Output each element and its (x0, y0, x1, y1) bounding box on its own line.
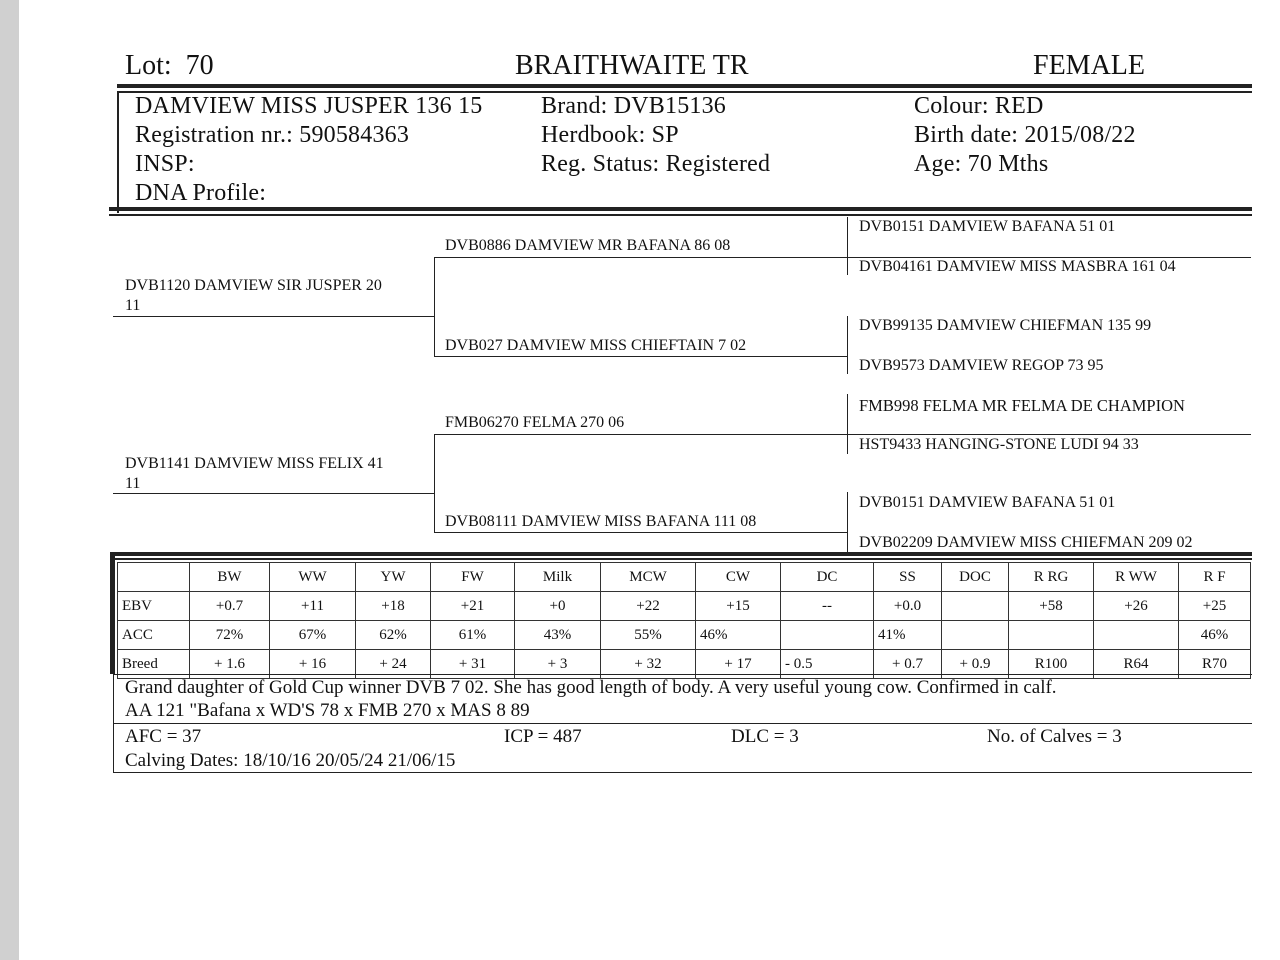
table-cell: 62% (356, 621, 431, 650)
ggp-bracket-2 (847, 316, 848, 374)
ggp-bracket-3 (847, 394, 848, 454)
ebv-left-border (110, 552, 115, 674)
registration-status: Reg. Status: Registered (541, 151, 771, 177)
table-cell: +58 (1009, 592, 1094, 621)
dna-profile-label: DNA Profile: (135, 180, 267, 206)
pedigree-ggp: FMB998 FELMA MR FELMA DE CHAMPION (859, 396, 1185, 415)
table-cell (942, 621, 1009, 650)
sire-line (113, 316, 435, 317)
dam-dam-line (434, 532, 848, 533)
pedigree-ggp: HST9433 HANGING-STONE LUDI 94 33 (859, 436, 1139, 453)
table-cell: +18 (356, 592, 431, 621)
table-cell: + 0.7 (874, 650, 942, 679)
table-cell: 72% (190, 621, 270, 650)
pedigree-dam-dam: DVB08111 DAMVIEW MISS BAFANA 111 08 (445, 513, 757, 530)
pedigree-ggp: DVB0151 DAMVIEW BAFANA 51 01 (859, 218, 1116, 235)
sire-dam-line (434, 356, 848, 357)
pedigree-ggp: DVB99135 DAMVIEW CHIEFMAN 135 99 (859, 317, 1152, 334)
table-cell: 41% (874, 621, 942, 650)
table-cell: R64 (1094, 650, 1179, 679)
pedigree-ggp: DVB9573 DAMVIEW REGOP 73 95 (859, 357, 1104, 374)
dam-bracket (434, 434, 435, 533)
dam-sire-line (434, 434, 848, 435)
lot-label: Lot: 70 (125, 50, 214, 81)
calving-top-rule (113, 723, 1252, 724)
header-rule-thick (117, 84, 1252, 88)
details-rule-thin (109, 214, 1252, 216)
header-cell: DOC (942, 563, 1009, 592)
table-cell: +21 (431, 592, 515, 621)
header-cell: CW (696, 563, 781, 592)
table-cell: + 16 (270, 650, 356, 679)
table-cell: +11 (270, 592, 356, 621)
details-rule-thick (109, 207, 1252, 211)
table-cell (1094, 621, 1179, 650)
header-cell: FW (431, 563, 515, 592)
table-cell (1009, 621, 1094, 650)
sire-bracket (434, 257, 435, 356)
comment-line-2: AA 121 "Bafana x WD'S 78 x FMB 270 x MAS 8 89 (125, 700, 530, 721)
table-cell: R100 (1009, 650, 1094, 679)
pedigree-sire: DVB1120 DAMVIEW SIR JUSPER 20 (125, 277, 382, 294)
header-cell: R F (1179, 563, 1251, 592)
table-cell: 55% (601, 621, 696, 650)
table-cell: +25 (1179, 592, 1251, 621)
registration-number: Registration nr.: 590584363 (135, 122, 410, 148)
table-cell: 61% (431, 621, 515, 650)
animal-name: DAMVIEW MISS JUSPER 136 15 (135, 93, 483, 119)
dlc-value: DLC = 3 (731, 726, 799, 747)
pedigree-sire-sire: DVB0886 DAMVIEW MR BAFANA 86 08 (445, 237, 731, 254)
colour: Colour: RED (914, 93, 1044, 119)
header-cell: Milk (515, 563, 601, 592)
sire-sire-line (434, 257, 848, 258)
calving-dates: Calving Dates: 18/10/16 20/05/24 21/06/15 (125, 750, 456, 771)
table-cell: + 0.9 (942, 650, 1009, 679)
header-cell: YW (356, 563, 431, 592)
pedigree-sire-dam: DVB027 DAMVIEW MISS CHIEFTAIN 7 02 (445, 337, 747, 354)
calving-bottom-rule (113, 772, 1252, 773)
comment-line-1: Grand daughter of Gold Cup winner DVB 7 02. She has good length of body. A very useful young cow. Confirmed in calf. (125, 677, 1057, 698)
ggp-bracket-1 (847, 217, 848, 275)
pedigree-ggp: DVB0151 DAMVIEW BAFANA 51 01 (859, 494, 1116, 511)
header-cell: R RG (1009, 563, 1094, 592)
table-cell: +0 (515, 592, 601, 621)
row-label: ACC (118, 621, 190, 650)
ebv-top-rule-thick (110, 552, 1252, 556)
comments-top-rule (113, 674, 1252, 675)
table-cell: 43% (515, 621, 601, 650)
table-cell: +22 (601, 592, 696, 621)
table-cell: +26 (1094, 592, 1179, 621)
table-cell: + 24 (356, 650, 431, 679)
birth-date: Birth date: 2015/08/22 (914, 122, 1136, 148)
table-cell: 46% (696, 621, 781, 650)
ebv-row (118, 592, 1251, 621)
table-cell: 46% (1179, 621, 1251, 650)
header-cell: WW (270, 563, 356, 592)
table-cell: 67% (270, 621, 356, 650)
ebv-header-row (118, 563, 1251, 592)
ggp-bracket-4 (847, 492, 848, 552)
table-cell: +0.7 (190, 592, 270, 621)
pedigree-ggp: DVB02209 DAMVIEW MISS CHIEFMAN 209 02 (859, 534, 1193, 551)
table-cell: + 17 (696, 650, 781, 679)
header-cell: DC (781, 563, 874, 592)
pedigree-ggp: DVB04161 DAMVIEW MISS MASBRA 161 04 (859, 258, 1176, 275)
calves-count: No. of Calves = 3 (987, 726, 1122, 747)
table-cell: + 1.6 (190, 650, 270, 679)
header-cell: SS (874, 563, 942, 592)
insp-label: INSP: (135, 151, 195, 177)
animal-sex: FEMALE (1033, 50, 1145, 81)
ggp-divider-2 (847, 434, 1251, 435)
table-cell: - 0.5 (781, 650, 874, 679)
brand: Brand: DVB15136 (541, 93, 726, 119)
catalogue-page (19, 0, 1280, 960)
pedigree-dam-suffix: 11 (125, 475, 141, 492)
lot-number: 70 (185, 50, 214, 81)
ebv-table (117, 562, 1251, 679)
herdbook: Herdbook: SP (541, 122, 679, 148)
afc-value: AFC = 37 (125, 726, 202, 747)
ebv-top-rule-thin (110, 558, 1252, 560)
table-cell: R70 (1179, 650, 1251, 679)
table-cell: -- (781, 592, 874, 621)
pedigree-dam: DVB1141 DAMVIEW MISS FELIX 41 (125, 455, 384, 472)
table-cell (781, 621, 874, 650)
row-label: Breed (118, 650, 190, 679)
pedigree-sire-suffix: 11 (125, 297, 141, 314)
header-cell (118, 563, 190, 592)
details-left-border (117, 93, 119, 213)
table-cell: +0.0 (874, 592, 942, 621)
row-label: EBV (118, 592, 190, 621)
acc-row (118, 621, 1251, 650)
table-cell: + 31 (431, 650, 515, 679)
header-cell: R WW (1094, 563, 1179, 592)
pedigree-dam-sire: FMB06270 FELMA 270 06 (445, 414, 625, 431)
table-cell: +15 (696, 592, 781, 621)
table-cell (942, 592, 1009, 621)
table-cell: + 3 (515, 650, 601, 679)
table-cell: + 32 (601, 650, 696, 679)
header-cell: MCW (601, 563, 696, 592)
dam-line (113, 493, 435, 494)
header-cell: BW (190, 563, 270, 592)
owner-name: BRAITHWAITE TR (515, 50, 749, 81)
icp-value: ICP = 487 (504, 726, 582, 747)
age: Age: 70 Mths (914, 151, 1049, 177)
